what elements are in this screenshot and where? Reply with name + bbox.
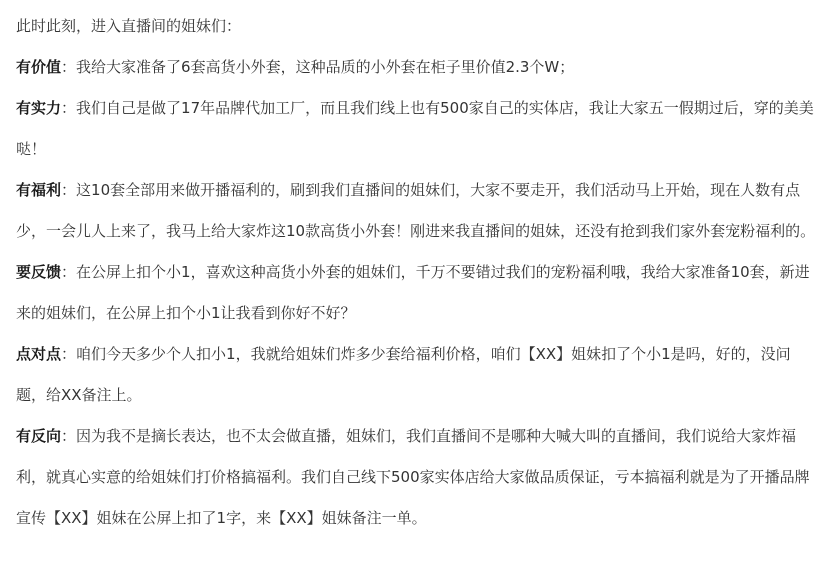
section-feedback bbox=[16, 252, 816, 334]
section-text: 我们自己是做了17年品牌代加工厂，而且我们线上也有500家自己的实体店，我让大家五一假期过后，穿的美美哒！ bbox=[16, 99, 814, 158]
section-text: 在公屏上扣个小1，喜欢这种高货小外套的姐妹们，千万不要错过我们的宠粉福利哦，我给大家准备10套，新进来的姐妹们，在公屏上扣个小1让我看到你好不好？ bbox=[16, 263, 810, 322]
section-colon: ： bbox=[61, 345, 77, 363]
section-benefit bbox=[16, 170, 816, 252]
document-body bbox=[16, 0, 816, 539]
section-label: 要反馈 bbox=[16, 263, 62, 281]
section-text: 因为我不是摘长表达，也不太会做直播，姐妹们，我们直播间不是哪种大喊大叫的直播间，我们说给大家炸福利，就真心实意的给姐妹们打价格搞福利。我们自己线下500家实体店给大家做品质保证，亏本搞福利就是为了开播品牌宣传【XX】姐妹在公屏上扣了1字，来【XX】姐妹备注一单。 bbox=[16, 427, 810, 527]
section-label: 有福利 bbox=[16, 181, 62, 199]
section-label: 有反向 bbox=[16, 427, 62, 445]
section-text: 咱们今天多少个人扣小1，我就给姐妹们炸多少套给福利价格，咱们【XX】姐妹扣了个小1是吗，好的，没问题，给XX备注上。 bbox=[16, 345, 791, 404]
section-colon: ： bbox=[61, 181, 77, 199]
section-label: 点对点 bbox=[16, 345, 62, 363]
section-reverse bbox=[16, 416, 816, 539]
section-text: 这10套全部用来做开播福利的，刷到我们直播间的姐妹们，大家不要走开，我们活动马上开始，现在人数有点少，一会儿人上来了，我马上给大家炸这10款高货小外套！刚进来我直播间的姐妹，还没有抢到我们家外套宠粉福利的。 bbox=[16, 181, 816, 240]
section-colon: ： bbox=[61, 427, 77, 445]
section-one-to-one bbox=[16, 334, 816, 416]
section-label: 有价值 bbox=[16, 58, 62, 76]
intro-paragraph: 此时此刻，进入直播间的姐妹们： bbox=[16, 17, 242, 35]
section-value bbox=[16, 47, 816, 88]
section-text: 我给大家准备了6套高货小外套，这种品质的小外套在柜子里价值2.3个W； bbox=[76, 58, 575, 76]
section-colon: ： bbox=[61, 99, 77, 117]
section-label: 有实力 bbox=[16, 99, 62, 117]
section-colon: ： bbox=[61, 58, 77, 76]
section-strength bbox=[16, 88, 816, 170]
section-colon: ： bbox=[61, 263, 77, 281]
